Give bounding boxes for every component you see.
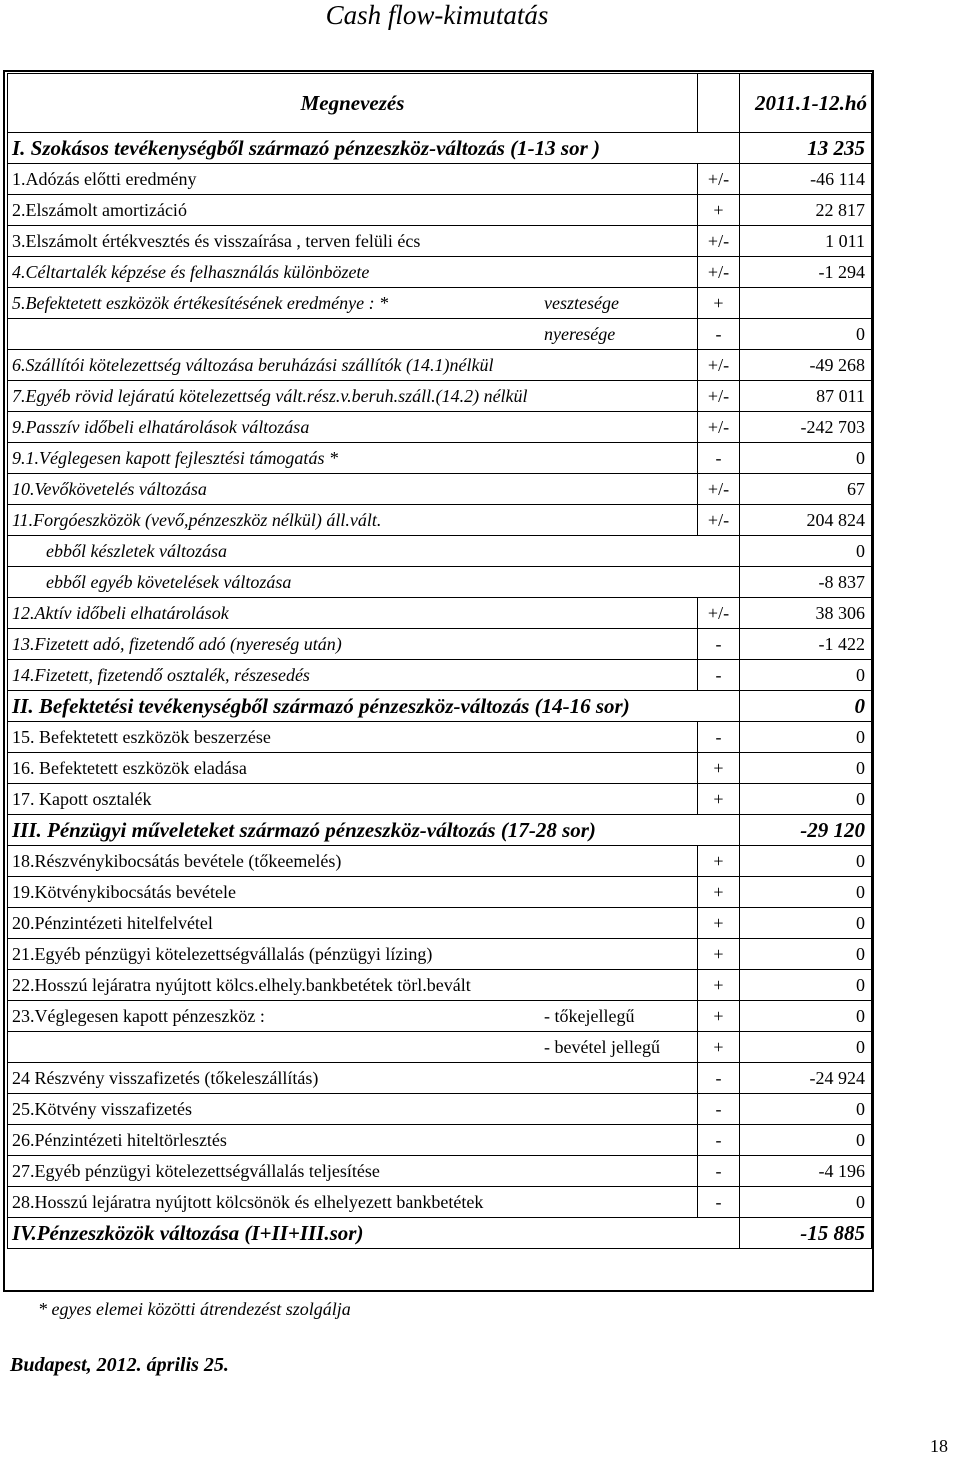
row-sign-cell: - [698,1156,740,1187]
row-value-cell: -49 268 [740,350,872,381]
row-value-cell: 0 [740,536,872,567]
row-value-cell: 38 306 [740,598,872,629]
row-label-cell: 13.Fizetett adó, fizetendő adó (nyereség után) [8,629,698,660]
row-sign-cell: - [698,629,740,660]
row-label-cell: 7.Egyéb rövid lejáratú kötelezettség vált.rész.v.beruh.száll.(14.2) nélkül [8,381,698,412]
table-row [8,536,872,567]
table-row [8,598,872,629]
row-value-cell: 67 [740,474,872,505]
row-value-cell: 1 011 [740,226,872,257]
table-row [8,784,872,815]
row-sign-cell: +/- [698,598,740,629]
row-label-cell: 1.Adózás előtti eredmény [8,164,698,195]
table-row [8,1187,872,1218]
row-label: 23.Véglegesen kapott pénzeszköz : [12,1006,265,1026]
row-label-cell: 16. Befektetett eszközök eladása [8,753,698,784]
table-row [8,846,872,877]
row-sign-cell: +/- [698,505,740,536]
table-row [8,505,872,536]
row-label-cell: 24 Részvény visszafizetés (tőkeleszállítás) [8,1063,698,1094]
row-value-cell: 0 [740,1032,872,1063]
row-label-cell: 22.Hosszú lejáratra nyújtott kölcs.elhely.bankbetétek törl.bevált [8,970,698,1001]
row-label-cell: 4.Céltartalék képzése és felhasználás különbözete [8,257,698,288]
row-sign-cell: + [698,753,740,784]
row-value-cell: 0 [740,753,872,784]
row-sign-cell: - [698,722,740,753]
row-sign-cell: +/- [698,164,740,195]
table-row [8,288,872,319]
row-value-cell: -242 703 [740,412,872,443]
section-row [8,815,872,846]
row-label: 5.Befektetett eszközök értékesítésének eredménye : * [12,293,389,313]
row-label-cell [8,288,698,319]
table-row [8,660,872,691]
table-row [8,1156,872,1187]
row-label-cell [8,319,698,350]
table-row [8,567,872,598]
row-label-cell [8,1001,698,1032]
row-sign-cell: + [698,1032,740,1063]
row-label-cell: 10.Vevőkövetelés változása [8,474,698,505]
row-sign-cell: + [698,1001,740,1032]
row-label-cell: I. Szokásos tevékenységből származó pénzeszköz-változás (1-13 sor ) [8,133,698,164]
table-row [8,443,872,474]
row-sign-cell: - [698,1125,740,1156]
table-row [8,1032,872,1063]
row-value-cell: -15 885 [740,1218,872,1249]
table-row [8,381,872,412]
row-label-cell: 6.Szállítói kötelezettség változása beruházási szállítók (14.1)nélkül [8,350,698,381]
table-row [8,939,872,970]
place-date: Budapest, 2012. április 25. [10,1354,229,1376]
row-value-cell: 0 [740,691,872,722]
row-label-cell: 15. Befektetett eszközök beszerzése [8,722,698,753]
table-row [8,195,872,226]
row-sign-cell: + [698,195,740,226]
row-sign-cell: - [698,660,740,691]
row-sign-cell: + [698,877,740,908]
row-value-cell: 87 011 [740,381,872,412]
row-label-cell: 25.Kötvény visszafizetés [8,1094,698,1125]
row-label-cell: ebből egyéb követelések változása [8,567,698,598]
row-label-cell: 9.Passzív időbeli elhatárolások változása [8,412,698,443]
row-sublabel: vesztesége [544,293,619,313]
row-value-cell: -29 120 [740,815,872,846]
row-label-cell: 28.Hosszú lejáratra nyújtott kölcsönök és elhelyezett bankbetétek [8,1187,698,1218]
row-label-cell: 18.Részvénykibocsátás bevétele (tőkeemelés) [8,846,698,877]
row-label-cell: 19.Kötvénykibocsátás bevétele [8,877,698,908]
row-label-cell: 11.Forgóeszközök (vevő,pénzeszköz nélkül) áll.vált. [8,505,698,536]
document-title: Cash flow-kimutatás [325,0,549,30]
row-sign-cell: - [698,1063,740,1094]
table-row [8,319,872,350]
table-row [8,1001,872,1032]
section-row [8,133,872,164]
row-sign-cell: + [698,846,740,877]
row-value-cell: 0 [740,1187,872,1218]
row-value-cell: 0 [740,660,872,691]
row-label-cell: ebből készletek változása [8,536,698,567]
row-value-cell: 0 [740,784,872,815]
row-sublabel: nyeresége [544,324,616,344]
row-label-cell: 17. Kapott osztalék [8,784,698,815]
table-row [8,1094,872,1125]
row-label-cell: III. Pénzügyi műveleteket származó pénzeszköz-változás (17-28 sor) [8,815,698,846]
row-sign-cell [698,691,740,722]
row-value-cell: 0 [740,877,872,908]
row-label-cell: 9.1.Véglegesen kapott fejlesztési támogatás * [8,443,698,474]
section-row [8,691,872,722]
row-sign-cell: - [698,443,740,474]
row-value-cell: -4 196 [740,1156,872,1187]
row-sign-cell: +/- [698,257,740,288]
table-row [8,226,872,257]
row-label-cell: 20.Pénzintézeti hitelfelvétel [8,908,698,939]
row-sign-cell: + [698,939,740,970]
row-sublabel: - bevétel jellegű [544,1037,660,1057]
row-label-cell: IV.Pénzeszközök változása (I+II+III.sor) [8,1218,698,1249]
row-value-cell: 0 [740,1125,872,1156]
table-row [8,1125,872,1156]
row-sign-cell: - [698,1094,740,1125]
row-value-cell: 0 [740,939,872,970]
row-value-cell: -46 114 [740,164,872,195]
row-value-cell: 22 817 [740,195,872,226]
page-number: 18 [930,1436,948,1456]
table-row [8,908,872,939]
row-label-cell: 3.Elszámolt értékvesztés és visszaírása , terven felüli écs [8,226,698,257]
row-sign-cell: +/- [698,226,740,257]
row-sign-cell: + [698,784,740,815]
row-value-cell: 0 [740,970,872,1001]
table-row [8,257,872,288]
row-value-cell: 204 824 [740,505,872,536]
row-label-cell: 2.Elszámolt amortizáció [8,195,698,226]
table-row [8,970,872,1001]
header-name-cell: Megnevezés [8,74,698,133]
row-value-cell [740,288,872,319]
row-sign-cell: - [698,1187,740,1218]
row-sign-cell: + [698,288,740,319]
row-value-cell: -1 294 [740,257,872,288]
row-sign-cell: +/- [698,412,740,443]
row-sign-cell [698,133,740,164]
table-header-row [8,74,872,133]
row-sign-cell: +/- [698,381,740,412]
row-value-cell: 13 235 [740,133,872,164]
table-row [8,412,872,443]
table-row [8,722,872,753]
row-value-cell: -8 837 [740,567,872,598]
row-value-cell: -24 924 [740,1063,872,1094]
row-sign-cell: +/- [698,474,740,505]
header-sign-cell [698,74,740,133]
table-row [8,629,872,660]
table-row [8,1063,872,1094]
table-row [8,474,872,505]
row-label-cell: 12.Aktív időbeli elhatárolások [8,598,698,629]
row-value-cell: 0 [740,1094,872,1125]
row-sign-cell [698,815,740,846]
row-value-cell: 0 [740,1001,872,1032]
table-row [8,753,872,784]
row-label-cell: 21.Egyéb pénzügyi kötelezettségvállalás (pénzügyi lízing) [8,939,698,970]
row-label-cell [8,1032,698,1063]
row-label-cell: 14.Fizetett, fizetendő osztalék, részesedés [8,660,698,691]
row-sign-cell [698,567,740,598]
header-period-cell: 2011.1-12.hó [740,74,872,133]
table-row [8,350,872,381]
row-sublabel: - tőkejellegű [544,1006,635,1026]
row-value-cell: 0 [740,319,872,350]
table-row [8,877,872,908]
section-row [8,1218,872,1249]
row-sign-cell [698,1218,740,1249]
row-sign-cell: - [698,319,740,350]
row-value-cell: 0 [740,443,872,474]
row-value-cell: 0 [740,846,872,877]
table-row [8,164,872,195]
cash-flow-table [7,73,872,1249]
row-sign-cell: + [698,970,740,1001]
row-sign-cell: +/- [698,350,740,381]
row-value-cell: 0 [740,908,872,939]
row-sign-cell [698,536,740,567]
row-label-cell: II. Befektetési tevékenységből származó pénzeszköz-változás (14-16 sor) [8,691,698,722]
row-value-cell: 0 [740,722,872,753]
row-sign-cell: + [698,908,740,939]
row-label-cell: 27.Egyéb pénzügyi kötelezettségvállalás teljesítése [8,1156,698,1187]
row-label-cell: 26.Pénzintézeti hiteltörlesztés [8,1125,698,1156]
row-value-cell: -1 422 [740,629,872,660]
footnote: * egyes elemei közötti átrendezést szolgálja [38,1299,351,1319]
